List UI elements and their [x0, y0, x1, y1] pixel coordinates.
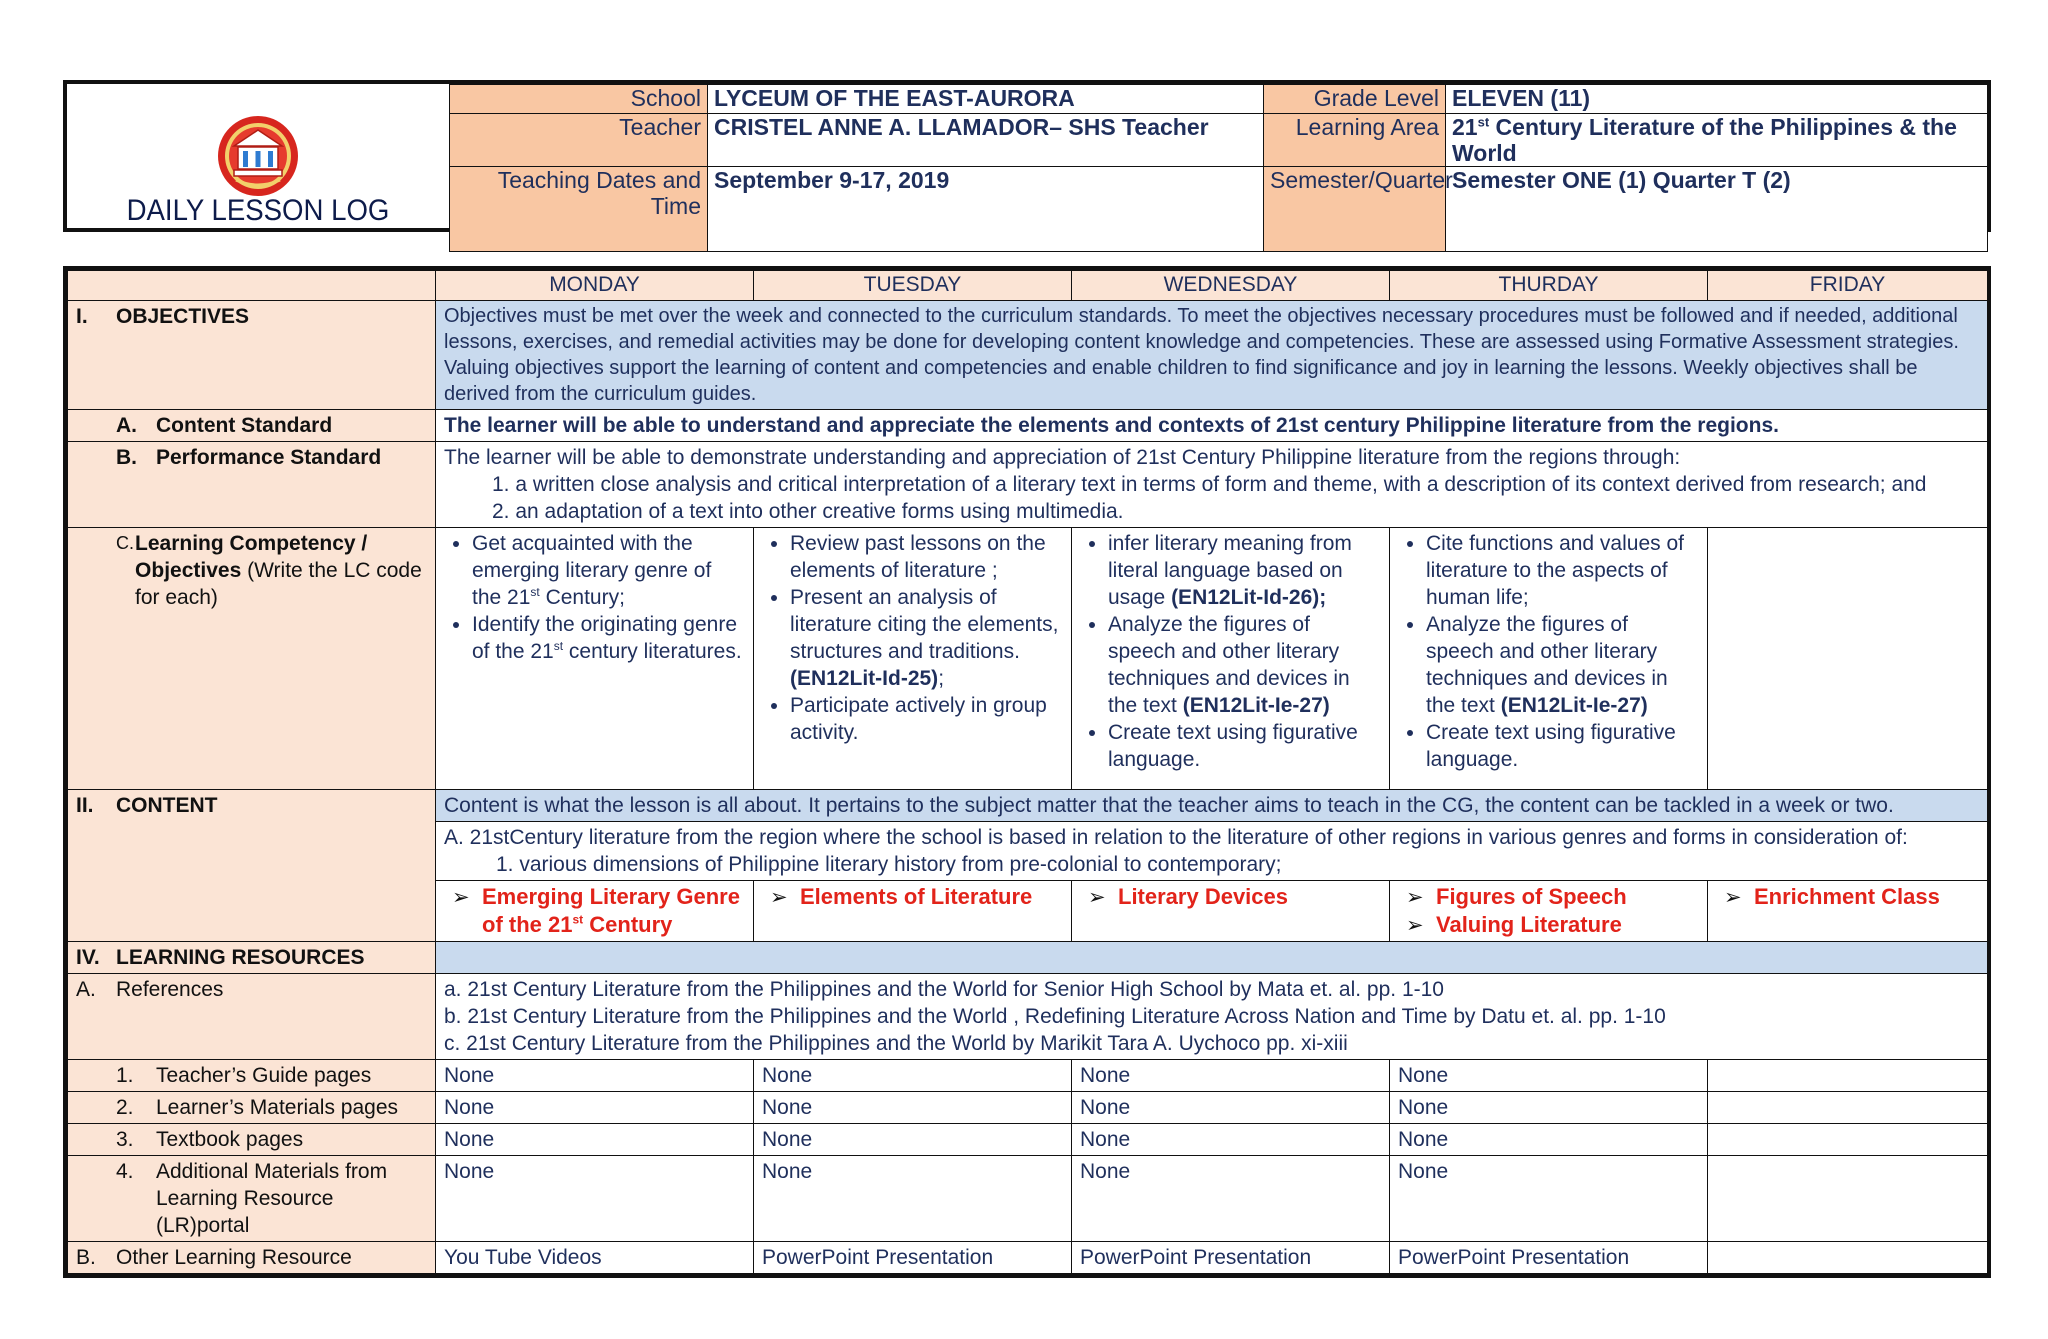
- table-cell: PowerPoint Presentation: [1390, 1242, 1708, 1274]
- header-info-table: [449, 84, 1988, 252]
- list-item: • Identify the originating genre of the 21st century literatures.: [472, 611, 745, 665]
- reference-item: b. 21st Century Literature from the Philippines and the World , Redefining Literature Across Nation and Time by Datu et. al. pp. 1-10: [444, 1005, 1666, 1028]
- learners-materials-label: 2. Learner’s Materials pages: [68, 1092, 436, 1124]
- learning-area-label: Learning Area: [1264, 114, 1446, 167]
- competency-monday: [436, 528, 754, 790]
- additional-materials-label: 4. Additional Materials from Learning Resource (LR)portal: [68, 1156, 436, 1242]
- table-row: [68, 1156, 1988, 1242]
- semester-label: Semester/Quarter: [1264, 167, 1446, 252]
- school-logo-icon: [216, 114, 300, 198]
- table-cell: None: [1390, 1124, 1708, 1156]
- arrow-icon: ➢: [1724, 886, 1742, 909]
- table-cell: None: [1072, 1124, 1390, 1156]
- arrow-icon: ➢: [1088, 886, 1106, 909]
- table-row: [68, 1242, 1988, 1274]
- list-item: • Review past lessons on the elements of literature ;: [790, 530, 1063, 584]
- dates-value: September 9-17, 2019: [708, 167, 1264, 252]
- performance-item: 2. an adaptation of a text into other creative forms using multimedia.: [492, 500, 1124, 523]
- table-row: [68, 1092, 1988, 1124]
- content-standard-label: A. Content Standard: [68, 410, 436, 442]
- table-cell: [1708, 1060, 1988, 1092]
- teachers-guide-label: 1. Teacher’s Guide pages: [68, 1060, 436, 1092]
- table-cell: None: [754, 1124, 1072, 1156]
- table-cell: None: [1072, 1060, 1390, 1092]
- other-resource-label: B. Other Learning Resource: [68, 1242, 436, 1274]
- table-cell: None: [436, 1092, 754, 1124]
- day-header-tuesday: TUESDAY: [754, 271, 1072, 301]
- learning-area-value: 21st Century Literature of the Philippines & the World: [1446, 114, 1988, 167]
- competency-wednesday: [1072, 528, 1390, 790]
- teacher-label: Teacher: [450, 114, 708, 167]
- competency-friday: [1708, 528, 1988, 790]
- table-cell: PowerPoint Presentation: [1072, 1242, 1390, 1274]
- table-cell: None: [754, 1156, 1072, 1242]
- table-row: [68, 1124, 1988, 1156]
- objectives-text: Objectives must be met over the week and connected to the curriculum standards. To meet the objectives necessary procedures must be followed and if needed, additional lessons, exercises, and remedial activities may be done for developing content knowledge and competencies. These are assessed using Formative Assessment strategies. Valuing objectives support the learning of content and competencies and enable children to find significance and joy in learning the lessons. Weekly objectives shall be derived from the curriculum guides.: [436, 301, 1988, 410]
- school-value: LYCEUM OF THE EAST-AURORA: [708, 85, 1264, 114]
- table-cell: [1708, 1124, 1988, 1156]
- list-item: • Participate actively in group activity.: [790, 692, 1063, 746]
- lesson-log-table: [63, 266, 1991, 1278]
- topic-tuesday: ➢ Elements of Literature: [754, 881, 1072, 942]
- table-cell: [1708, 1156, 1988, 1242]
- table-cell: You Tube Videos: [436, 1242, 754, 1274]
- table-cell: None: [754, 1092, 1072, 1124]
- table-cell: None: [436, 1124, 754, 1156]
- learning-resources-band: [436, 942, 1988, 974]
- references-list: [436, 974, 1988, 1060]
- lesson-log-header: [63, 80, 1991, 232]
- table-cell: None: [436, 1156, 754, 1242]
- school-label: School: [450, 85, 708, 114]
- reference-item: a. 21st Century Literature from the Philippines and the World for Senior High School by Mata et. al. pp. 1-10: [444, 978, 1444, 1001]
- topic-thursday: ➢ Figures of Speech ➢ Valuing Literature: [1390, 881, 1708, 942]
- table-cell: None: [1390, 1092, 1708, 1124]
- list-item: • Create text using figurative language.: [1426, 719, 1699, 773]
- reference-item: c. 21st Century Literature from the Philippines and the World by Marikit Tara A. Uychoco pp. xi-xiii: [444, 1032, 1348, 1055]
- document-title: DAILY LESSON LOG: [126, 194, 390, 227]
- content-standard-text: The learner will be able to understand and appreciate the elements and contexts of 21st century Philippine literature from the regions.: [436, 410, 1988, 442]
- logo-block: [67, 84, 450, 228]
- content-text: Content is what the lesson is all about. It pertains to the subject matter that the teacher aims to teach in the CG, the content can be tackled in a week or two.: [436, 790, 1988, 822]
- learning-competency-label: C. Learning Competency / Objectives (Write the LC code for each): [68, 528, 436, 790]
- list-item: • Create text using figurative language.: [1108, 719, 1381, 773]
- grade-label: Grade Level: [1264, 85, 1446, 114]
- table-cell: None: [436, 1060, 754, 1092]
- competency-tuesday: [754, 528, 1072, 790]
- topic-friday: ➢ Enrichment Class: [1708, 881, 1988, 942]
- day-header-wednesday: WEDNESDAY: [1072, 271, 1390, 301]
- list-item: • Get acquainted with the emerging literary genre of the 21st Century;: [472, 530, 745, 611]
- performance-standard-text: The learner will be able to demonstrate understanding and appreciation of 21st Century Philippine literature from the regions through: 1. a written close analysis and critical interpretation of a literary text in terms of form and theme, with a description of its context derived from research; and 2. an adaptation of a text into other creative forms using multimedia.: [436, 442, 1988, 528]
- grade-value: ELEVEN (11): [1446, 85, 1988, 114]
- teacher-value: CRISTEL ANNE A. LLAMADOR– SHS Teacher: [708, 114, 1264, 167]
- table-row: [68, 1060, 1988, 1092]
- list-item: • Cite functions and values of literature to the aspects of human life;: [1426, 530, 1699, 611]
- table-cell: [1708, 1092, 1988, 1124]
- arrow-icon: ➢: [1406, 914, 1424, 937]
- table-cell: None: [1390, 1156, 1708, 1242]
- table-cell: None: [1072, 1156, 1390, 1242]
- dates-label: Teaching Dates and Time: [450, 167, 708, 252]
- arrow-icon: ➢: [770, 886, 788, 909]
- table-cell: None: [1390, 1060, 1708, 1092]
- semester-value: Semester ONE (1) Quarter T (2): [1446, 167, 1988, 252]
- learning-resources-label: IV. LEARNING RESOURCES: [68, 942, 436, 974]
- objectives-label: I. OBJECTIVES: [68, 301, 436, 410]
- topic-monday: ➢ Emerging Literary Genre of the 21st Century: [436, 881, 754, 942]
- performance-standard-label: B. Performance Standard: [68, 442, 436, 528]
- references-label: A. References: [68, 974, 436, 1060]
- topic-wednesday: ➢ Literary Devices: [1072, 881, 1390, 942]
- textbook-pages-label: 3. Textbook pages: [68, 1124, 436, 1156]
- table-cell: [1708, 1242, 1988, 1274]
- performance-item: 1. a written close analysis and critical interpretation of a literary text in terms of form and theme, with a description of its context derived from research; and: [492, 473, 1927, 496]
- arrow-icon: ➢: [452, 886, 470, 909]
- content-a-text: A. 21stCentury literature from the region where the school is based in relation to the literature of other regions in various genres and forms in consideration of: 1. various dimensions of Philippine literary history from pre-colonial to contemporary;: [436, 822, 1988, 881]
- content-label: II. CONTENT: [68, 790, 436, 942]
- arrow-icon: ➢: [1406, 886, 1424, 909]
- day-header-monday: MONDAY: [436, 271, 754, 301]
- list-item: • Present an analysis of literature citing the elements, structures and traditions. (EN12Lit-Id-25);: [790, 584, 1063, 692]
- table-cell: None: [1072, 1092, 1390, 1124]
- competency-thursday: [1390, 528, 1708, 790]
- table-cell: None: [754, 1060, 1072, 1092]
- day-header-thursday: THURDAY: [1390, 271, 1708, 301]
- table-cell: PowerPoint Presentation: [754, 1242, 1072, 1274]
- list-item: • Analyze the figures of speech and other literary techniques and devices in the text (EN12Lit-Ie-27): [1108, 611, 1381, 719]
- corner-cell: [68, 271, 436, 301]
- list-item: • infer literary meaning from literal language based on usage (EN12Lit-Id-26);: [1108, 530, 1381, 611]
- day-header-friday: FRIDAY: [1708, 271, 1988, 301]
- list-item: • Analyze the figures of speech and other literary techniques and devices in the text (EN12Lit-Ie-27): [1426, 611, 1699, 719]
